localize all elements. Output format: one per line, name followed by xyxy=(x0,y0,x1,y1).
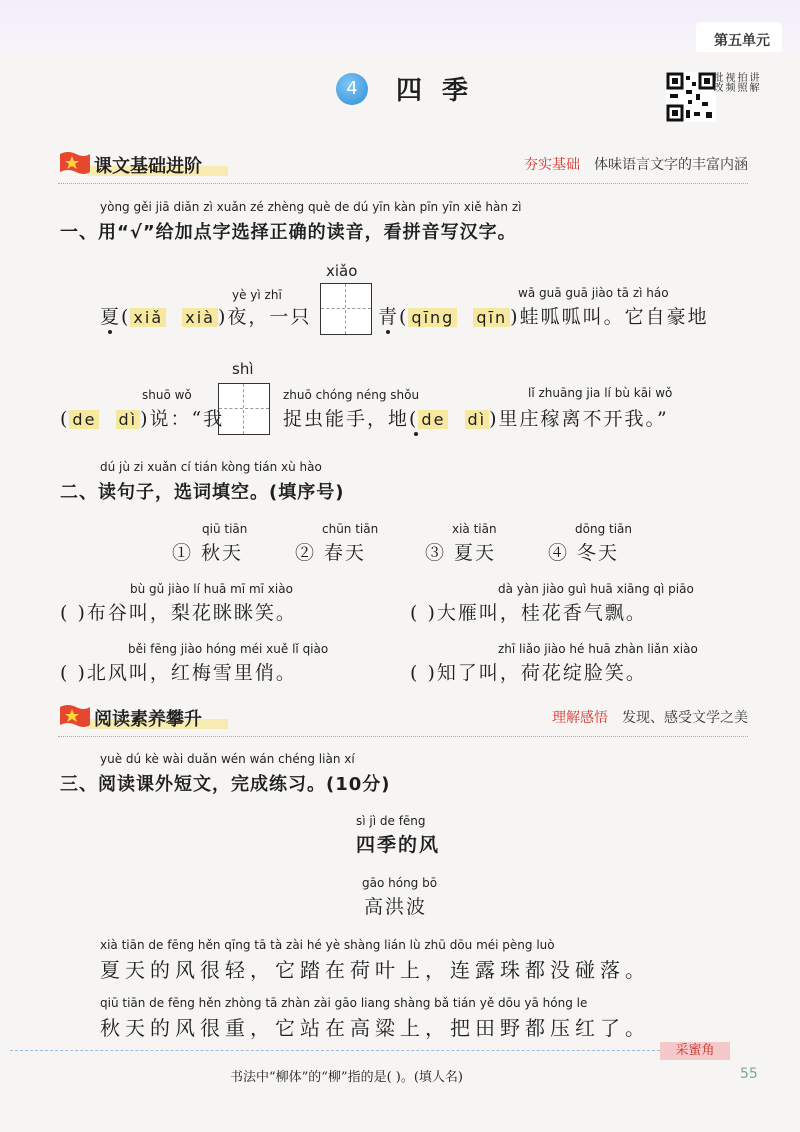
section-tagline xyxy=(552,707,748,727)
author-pinyin: gāo hóng bō xyxy=(362,876,438,890)
fill-item-4[interactable]: ( )知了叫，荷花绽脸笑。 xyxy=(410,662,647,684)
option-de2[interactable]: de xyxy=(418,410,448,429)
q2-heading: 二、读句子，选词填空。(填序号) xyxy=(60,482,345,503)
poem-title-pinyin: sì jì de fēng xyxy=(356,814,426,828)
footer-question[interactable]: 书法中“柳体”的“柳”指的是( )。(填人名) xyxy=(230,1070,464,1085)
lesson-number-badge: 4 xyxy=(336,73,368,105)
option-de[interactable]: de xyxy=(69,410,99,429)
emphasis-dot xyxy=(386,330,390,334)
de-open: ( xyxy=(60,408,70,430)
qr-caption-line: 批改 xyxy=(711,72,722,92)
zhuo-text: 捉虫能手，地( xyxy=(283,408,419,430)
xia-text: 夏( xyxy=(100,306,131,328)
option-xia4[interactable]: xià xyxy=(182,308,218,327)
option-xia3[interactable]: xiǎ xyxy=(130,308,166,327)
footer-tag: 采蜜角 xyxy=(660,1042,730,1060)
option-2: ② 春天 xyxy=(295,542,367,564)
q1-heading: 一、用“√”给加点字选择正确的读音，看拼音写汉字。 xyxy=(60,222,517,243)
q3-heading: 三、阅读课外短文，完成练习。(10分) xyxy=(60,774,391,795)
option-4: ④ 冬天 xyxy=(548,542,620,564)
shuo-pinyin: shuō wǒ xyxy=(142,388,192,402)
option-3: ③ 夏天 xyxy=(425,542,497,564)
q1-heading-pinyin: yòng gěi jiā diǎn zì xuǎn zé zhèng què de dú yīn kàn pīn yīn xiě hàn zì xyxy=(100,200,522,214)
qr-caption xyxy=(711,72,758,124)
section-header-reading xyxy=(58,703,748,733)
qr-caption-line: 讲解 xyxy=(747,72,758,92)
divider xyxy=(58,736,748,737)
divider xyxy=(58,183,748,184)
q1-line2-part2 xyxy=(283,404,669,431)
shuo-text: )说：“我 xyxy=(140,408,225,430)
q1-line1-part1 xyxy=(100,302,311,329)
writing-box-1[interactable] xyxy=(320,283,372,335)
poem-author: 高洪波 xyxy=(364,896,428,918)
q1-line1-part2 xyxy=(378,302,709,329)
emphasis-dot xyxy=(414,432,418,436)
poem-line-1: 夏天的风很轻，它踏在荷叶上，连露珠都没碰落。 xyxy=(100,958,650,982)
option-di[interactable]: dì xyxy=(116,410,141,429)
poem-line-2: 秋天的风很重，它站在高粱上，把田野都压红了。 xyxy=(100,1016,650,1040)
qr-code-icon[interactable] xyxy=(666,72,716,122)
wa-text: )蛙呱呱叫。它自豪地 xyxy=(510,306,709,328)
section-title: 课文基础进阶 xyxy=(94,156,202,177)
star-flag-icon xyxy=(58,150,92,178)
tag-black: 发现、感受文学之美 xyxy=(622,710,748,726)
item-3-pinyin: běi fēng jiào hóng méi xuě lǐ qiào xyxy=(128,642,329,656)
wa-pinyin: wā guā guā jiào tā zì háo xyxy=(518,286,669,300)
unit-label: 第五单元 xyxy=(714,33,770,49)
q1-line2-part1 xyxy=(60,404,224,431)
tag-red: 理解感悟 xyxy=(552,710,608,726)
writing-box-2[interactable] xyxy=(218,383,270,435)
li-text: )里庄稼离不开我。” xyxy=(489,408,669,430)
emphasis-dot xyxy=(108,330,112,334)
q3-heading-pinyin: yuè dú kè wài duǎn wén wán chéng liàn xí xyxy=(100,752,355,766)
ye-pinyin: yè yì zhī xyxy=(232,288,282,302)
tag-red: 夯实基础 xyxy=(524,157,580,173)
item-1-pinyin: bù gǔ jiào lí huā mī mī xiào xyxy=(130,582,293,596)
fill-item-1[interactable]: ( )布谷叫，梨花眯眯笑。 xyxy=(60,602,297,624)
footer-divider xyxy=(10,1050,660,1051)
box2-pinyin: shì xyxy=(232,360,254,378)
ye-text: )夜，一只 xyxy=(217,306,312,328)
star-flag-icon xyxy=(58,703,92,731)
poem-title: 四季的风 xyxy=(356,834,441,856)
option-4-pinyin: dōng tiān xyxy=(575,522,632,536)
lesson-title: 四季 xyxy=(396,76,489,106)
option-3-pinyin: xià tiān xyxy=(452,522,497,536)
poem-line-2-pinyin: qiū tiān de fēng hěn zhòng tā zhàn zài gāo liang shàng bǎ tián yě dōu yā hóng le xyxy=(100,996,588,1010)
option-1: ① 秋天 xyxy=(172,542,244,564)
poem-line-1-pinyin: xià tiān de fēng hěn qīng tā tà zài hé yè shàng lián lù zhū dōu méi pèng luò xyxy=(100,938,555,952)
page-header-band xyxy=(0,0,800,52)
fill-item-3[interactable]: ( )北风叫，红梅雪里俏。 xyxy=(60,662,297,684)
zhuo-pinyin: zhuō chóng néng shǒu xyxy=(283,388,420,402)
page-number: 55 xyxy=(740,1066,758,1082)
section-tagline xyxy=(524,154,748,174)
q2-heading-pinyin: dú jù zi xuǎn cí tián kòng tián xù hào xyxy=(100,460,322,474)
option-qin1[interactable]: qīn xyxy=(473,308,510,327)
item-2-pinyin: dà yàn jiào guì huā xiāng qì piāo xyxy=(498,582,694,596)
fill-item-2[interactable]: ( )大雁叫，桂花香气飘。 xyxy=(410,602,647,624)
li-pinyin: lǐ zhuāng jia lí bù kāi wǒ xyxy=(528,386,673,400)
box1-pinyin: xiǎo xyxy=(326,262,358,280)
option-qing1[interactable]: qīng xyxy=(408,308,457,327)
tag-black: 体味语言文字的丰富内涵 xyxy=(594,157,748,173)
section-header-basics xyxy=(58,150,748,180)
option-1-pinyin: qiū tiān xyxy=(202,522,248,536)
qr-caption-line: 视频 xyxy=(723,72,734,92)
section-title: 阅读素养攀升 xyxy=(94,709,202,730)
qr-caption-line: 拍照 xyxy=(735,72,746,92)
qing-text: 青( xyxy=(378,306,409,328)
item-4-pinyin: zhī liǎo jiào hé huā zhàn liǎn xiào xyxy=(498,642,698,656)
option-2-pinyin: chūn tiān xyxy=(322,522,379,536)
option-di2[interactable]: dì xyxy=(465,410,490,429)
